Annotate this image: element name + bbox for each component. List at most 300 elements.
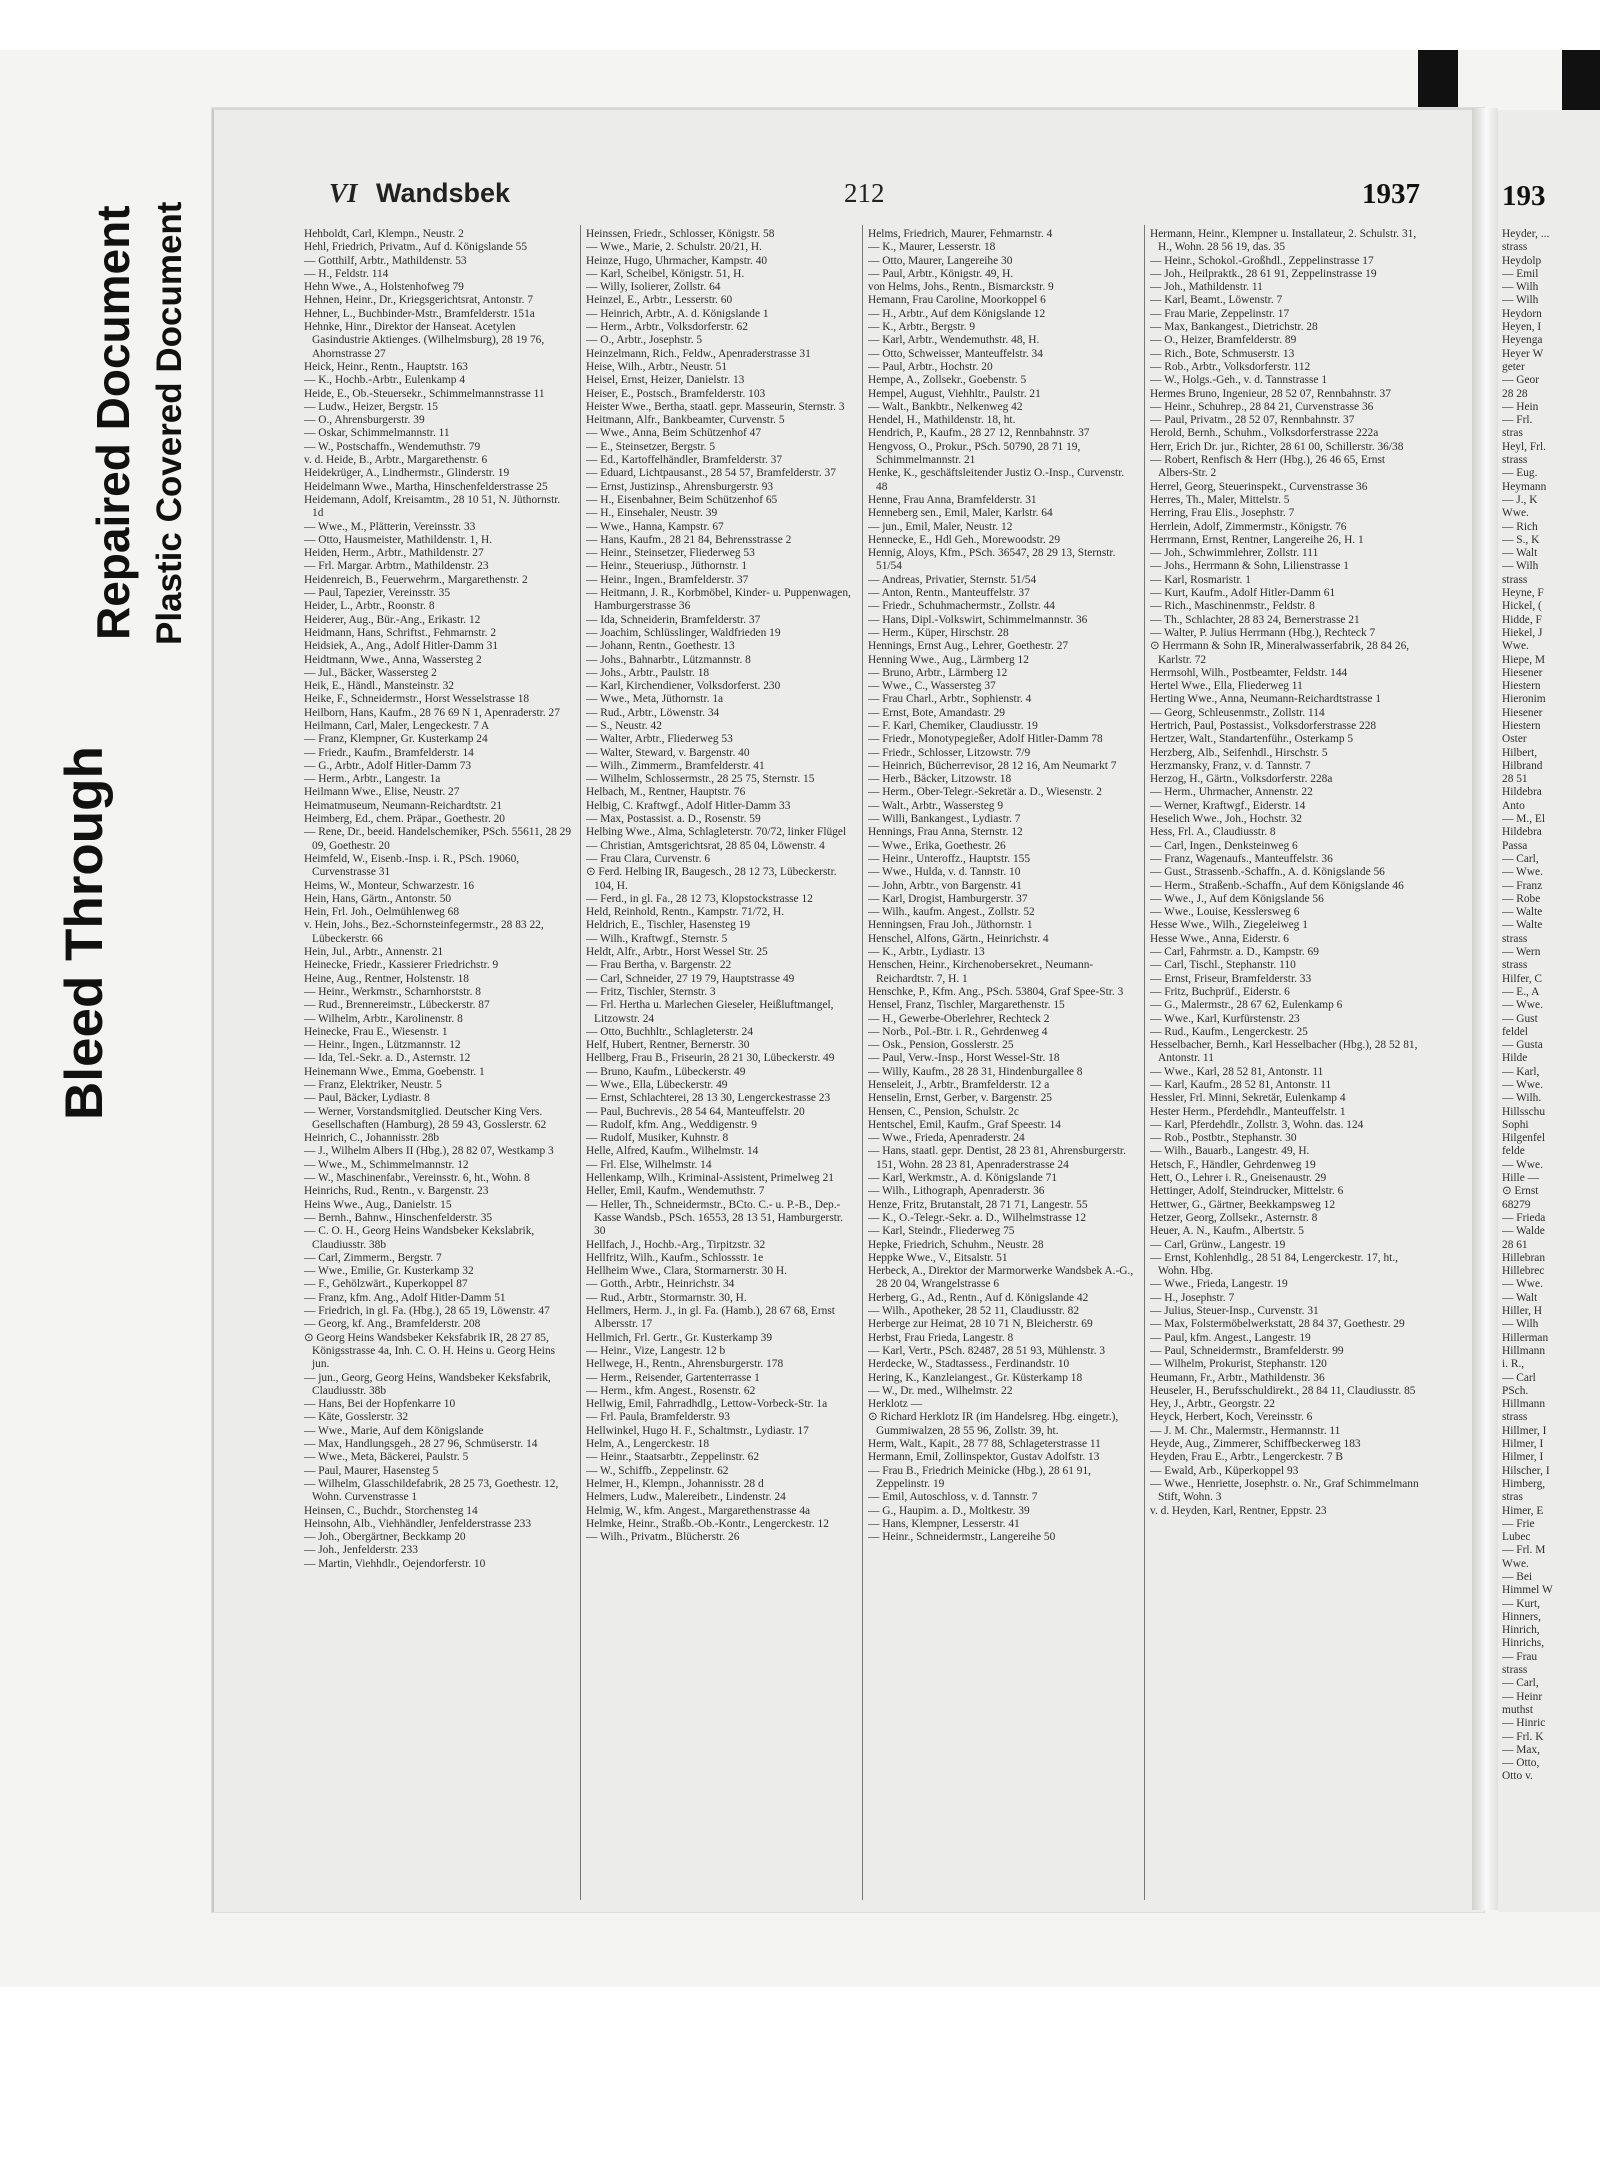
directory-entry: — K., O.-Telegr.-Sekr. a. D., Wilhelmstrasse 12 bbox=[868, 1211, 1087, 1224]
directory-entry: Hermes Bruno, Ingenieur, 28 52 07, Rennbahnstr. 37 bbox=[1150, 387, 1391, 400]
directory-entry: Hellwinkel, Hugo H. F., Schaltmstr., Lydiastr. 17 bbox=[586, 1424, 809, 1437]
directory-entry: — Walter, P. Julius Herrmann (Hbg.), Rechteck 7 bbox=[1150, 626, 1376, 639]
directory-entry: — Franz, Wagenaufs., Manteuffelstr. 36 bbox=[1150, 852, 1333, 865]
next-page-entry: Himberg, bbox=[1502, 1477, 1546, 1490]
directory-entry: Hettinger, Adolf, Steindrucker, Mittelstr. 6 bbox=[1150, 1185, 1344, 1198]
directory-entry: — Karl, Pferdehdlr., Zollstr. 3, Wohn. das. 124 bbox=[1150, 1118, 1364, 1131]
directory-entry: Hetzer, Georg, Zollsekr., Asternstr. 8 bbox=[1150, 1211, 1318, 1224]
directory-entry: — Johs., Bahnarbtr., Lützmannstr. 8 bbox=[586, 653, 751, 666]
directory-entry: — Ferd., in gl. Fa., 28 12 73, Klopstockstrasse 12 bbox=[586, 892, 813, 905]
next-page-edge bbox=[1498, 110, 1600, 1912]
next-page-entry: — Otto, bbox=[1502, 1757, 1540, 1770]
next-page-entry: strass bbox=[1502, 932, 1528, 945]
directory-entry: — John, Arbtr., von Bargenstr. 41 bbox=[868, 879, 1022, 892]
directory-entry: — Ida, Schneiderin, Bramfelderstr. 37 bbox=[586, 613, 761, 626]
next-page-entry: stras bbox=[1502, 1491, 1523, 1504]
directory-entry: von Helms, Johs., Rentn., Bismarckstr. 9 bbox=[868, 281, 1054, 294]
directory-entry: — Fritz, Buchprüf., Eiderstr. 6 bbox=[1150, 985, 1290, 998]
next-page-entry: — Carl bbox=[1502, 1371, 1536, 1384]
directory-entry: Heister Wwe., Bertha, staatl. gepr. Masseurin, Sternstr. 3 bbox=[586, 400, 845, 413]
next-page-entry: — Carl, bbox=[1502, 1677, 1539, 1690]
directory-entry: Heik, E., Händl., Mansteinstr. 32 bbox=[304, 680, 454, 693]
directory-entry: Henschke, P., Kfm. Ang., PSch. 53804, Graf Spee-Str. 3 bbox=[868, 985, 1124, 998]
page-number: 212 bbox=[844, 178, 885, 208]
next-page-column bbox=[1502, 228, 1600, 1784]
directory-entry: — Rud., Brennereimstr., Lübeckerstr. 87 bbox=[304, 999, 490, 1012]
next-page-entry: strass bbox=[1502, 1411, 1528, 1424]
next-page-entry: feldel bbox=[1502, 1025, 1528, 1038]
next-page-entry: Anto bbox=[1502, 799, 1525, 812]
directory-entry: — H., Eisenbahner, Beim Schützenhof 65 bbox=[586, 493, 778, 506]
next-page-entry: — S., K bbox=[1502, 533, 1540, 546]
directory-entry: — Carl, Tischl., Stephanstr. 110 bbox=[1150, 959, 1296, 972]
directory-entry: — Paul, Buchrevis., 28 54 64, Manteuffelstr. 20 bbox=[586, 1105, 805, 1118]
directory-entry: Hein, Hans, Gärtn., Antonstr. 50 bbox=[304, 892, 452, 905]
directory-entry: Hendrich, P., Kaufm., 28 27 12, Rennbahnstr. 37 bbox=[868, 427, 1090, 440]
next-page-entry: — Rich bbox=[1502, 520, 1538, 533]
directory-entry: Heilmann, Carl, Maler, Lengeckestr. 7 A bbox=[304, 719, 490, 732]
next-page-entry: — Hein bbox=[1502, 400, 1539, 413]
directory-entry: — Wwe., Hanna, Kampstr. 67 bbox=[586, 520, 724, 533]
directory-entry: — Herm., Straßenb.-Schaffn., Auf dem Königslande 46 bbox=[1150, 879, 1404, 892]
directory-entry: — Wwe., M., Plätterin, Vereinsstr. 33 bbox=[304, 520, 476, 533]
directory-entry: Henze, Fritz, Brutanstalt, 28 71 71, Langestr. 55 bbox=[868, 1198, 1088, 1211]
directory-entry: — Wilh., Kraftwgf., Sternstr. 5 bbox=[586, 932, 728, 945]
next-page-entry: 28 61 bbox=[1502, 1238, 1528, 1251]
directory-entry: Hendel, H., Mathildenstr. 18, ht. bbox=[868, 414, 1016, 427]
directory-entry: — Ernst, Bote, Amandastr. 29 bbox=[868, 706, 1005, 719]
next-page-entry: Himmel W bbox=[1502, 1584, 1553, 1597]
book-spine bbox=[1472, 108, 1498, 1910]
directory-entry: — Herb., Bäcker, Litzowstr. 18 bbox=[868, 773, 1012, 786]
next-page-entry: — Kurt, bbox=[1502, 1597, 1540, 1610]
directory-entry: — Max, Bankangest., Dietrichstr. 28 bbox=[1150, 321, 1318, 334]
directory-entry: — Herm., Arbtr., Volksdorferstr. 62 bbox=[586, 321, 748, 334]
next-page-entry: — Emil bbox=[1502, 267, 1539, 280]
directory-entry: Heinzel, E., Arbtr., Lesserstr. 60 bbox=[586, 294, 733, 307]
directory-entry: ⊙ Georg Heins Wandsbeker Keksfabrik IR, 28 27 85, Königsstrasse 4a, Inh. C. O. H. Heins u. Georg Heins jun. bbox=[304, 1331, 556, 1371]
directory-entry: — Joh., Mathildenstr. 11 bbox=[1150, 281, 1263, 294]
directory-entry: — Paul, Arbtr., Hochstr. 20 bbox=[868, 360, 993, 373]
directory-entry: — E., Steinsetzer, Bergstr. 5 bbox=[586, 440, 716, 453]
directory-entry: Hettwer, G., Gärtner, Beekkampsweg 12 bbox=[1150, 1198, 1336, 1211]
directory-entry: Heike, F., Schneidermstr., Horst Wesselstrasse 18 bbox=[304, 693, 530, 706]
column-divider bbox=[580, 225, 581, 1900]
directory-entry: — Anton, Rentn., Manteuffelstr. 37 bbox=[868, 587, 1030, 600]
directory-entry: Heller, Emil, Kaufm., Wendemuthstr. 7 bbox=[586, 1185, 765, 1198]
directory-entry: Herm, Walt., Kapit., 28 77 88, Schlageterstrasse 11 bbox=[868, 1438, 1101, 1451]
directory-entry: — Wwe., Marie, 2. Schulstr. 20/21, H. bbox=[586, 241, 763, 254]
directory-entry: — Heinr., Staatsarbtr., Zeppelinstr. 62 bbox=[586, 1451, 760, 1464]
next-page-entry: — Wwe. bbox=[1502, 866, 1543, 879]
directory-entry: Hellmich, Frl. Gertr., Gr. Kusterkamp 39 bbox=[586, 1331, 773, 1344]
directory-entry: Heidekrüger, A., Lindhermstr., Glinderstr. 19 bbox=[304, 467, 510, 480]
directory-entry: Heuer, A. N., Kaufm., Albertstr. 5 bbox=[1150, 1225, 1304, 1238]
directory-entry: — Joh., Obergärtner, Beckkamp 20 bbox=[304, 1531, 466, 1544]
directory-entry: — Hans, Klempner, Lesserstr. 41 bbox=[868, 1517, 1020, 1530]
directory-entry: — Norb., Pol.-Btr. i. R., Gehrdenweg 4 bbox=[868, 1025, 1048, 1038]
directory-entry: Hepke, Friedrich, Schuhm., Neustr. 28 bbox=[868, 1238, 1044, 1251]
directory-entry: Heumann, Fr., Arbtr., Mathildenstr. 36 bbox=[1150, 1371, 1325, 1384]
next-page-entry: strass bbox=[1502, 959, 1528, 972]
directory-entry: Henning Wwe., Aug., Lärmberg 12 bbox=[868, 653, 1029, 666]
next-page-entry: — E., A bbox=[1502, 985, 1540, 998]
directory-entry: — Franz, kfm. Ang., Adolf Hitler-Damm 51 bbox=[304, 1291, 506, 1304]
directory-entry: Herklotz — bbox=[868, 1398, 923, 1411]
next-page-entry: — Karl, bbox=[1502, 1065, 1540, 1078]
directory-entry: Herrmann, Ernst, Rentner, Langereihe 26, H. 1 bbox=[1150, 533, 1364, 546]
next-page-entry: ⊙ Ernst bbox=[1502, 1185, 1539, 1198]
directory-entry: — Heitmann, J. R., Korbmöbel, Kinder- u. Puppenwagen, Hamburgerstrasse 36 bbox=[586, 587, 851, 613]
next-page-entry: — Frl. K bbox=[1502, 1730, 1544, 1743]
directory-entry: Hess, Frl. A., Claudiusstr. 8 bbox=[1150, 826, 1276, 839]
directory-entry: — Martin, Viehhdlr., Oejendorferstr. 10 bbox=[304, 1557, 486, 1570]
next-page-year: 193 bbox=[1502, 180, 1546, 212]
directory-entry: Helmers, Ludw., Malereibetr., Lindenstr. 24 bbox=[586, 1491, 786, 1504]
directory-entry: Herbst, Frau Frieda, Langestr. 8 bbox=[868, 1331, 1014, 1344]
directory-entry: — Karl, Werkmstr., A. d. Königslande 71 bbox=[868, 1172, 1058, 1185]
next-page-entry: Heymann bbox=[1502, 480, 1547, 493]
directory-entry: Hellwig, Emil, Fahrradhdlg., Lettow-Vorbeck-Str. 1a bbox=[586, 1398, 828, 1411]
directory-entry: Heinemann Wwe., Emma, Goebenstr. 1 bbox=[304, 1065, 485, 1078]
directory-entry: — K., Arbtr., Lydiastr. 13 bbox=[868, 946, 985, 959]
next-page-entry: Hilmer, I bbox=[1502, 1451, 1544, 1464]
directory-entry: Hellfach, J., Hochb.-Arg., Tirpitzstr. 32 bbox=[586, 1238, 766, 1251]
directory-entry: Hellheim Wwe., Clara, Stormarnerstr. 30 H. bbox=[586, 1265, 787, 1278]
directory-entry: — Otto, Schweisser, Manteuffelstr. 34 bbox=[868, 347, 1043, 360]
directory-entry: — Karl, Drogist, Hamburgerstr. 37 bbox=[868, 892, 1028, 905]
directory-entry: Hester Herm., Pferdehdlr., Manteuffelstr. 1 bbox=[1150, 1105, 1346, 1118]
directory-entry: Herres, Th., Maler, Mittelstr. 5 bbox=[1150, 493, 1290, 506]
directory-entry: — Oskar, Schimmelmannstr. 11 bbox=[304, 427, 450, 440]
directory-entry: Henselin, Ernst, Gerber, v. Bargenstr. 25 bbox=[868, 1092, 1052, 1105]
directory-entry: — Bernh., Bahnw., Hinschenfelderstr. 35 bbox=[304, 1211, 493, 1224]
directory-column-3 bbox=[868, 228, 1138, 1896]
directory-entry: v. d. Heide, B., Arbtr., Margarethenstr. 6 bbox=[304, 454, 488, 467]
directory-entry: — Wwe., Frieda, Apenraderstr. 24 bbox=[868, 1132, 1025, 1145]
next-page-entry: Otto v. bbox=[1502, 1770, 1533, 1783]
directory-entry: Heimatmuseum, Neumann-Reichardtstr. 21 bbox=[304, 799, 503, 812]
directory-entry: — Karl, Vertr., PSch. 82487, 28 51 93, Mühlenstr. 3 bbox=[868, 1344, 1106, 1357]
directory-entry: Heidelmann Wwe., Martha, Hinschenfelderstrasse 25 bbox=[304, 480, 548, 493]
directory-entry: Helle, Alfred, Kaufm., Wilhelmstr. 14 bbox=[586, 1145, 759, 1158]
directory-entry: — O., Ahrensburgerstr. 39 bbox=[304, 414, 425, 427]
directory-entry: Heide, E., Ob.-Steuersekr., Schimmelmannstrasse 11 bbox=[304, 387, 545, 400]
directory-entry: Heldt, Alfr., Arbtr., Horst Wessel Str. 25 bbox=[586, 946, 768, 959]
directory-entry: — O., Heizer, Bramfelderstr. 89 bbox=[1150, 334, 1297, 347]
next-page-entry: — Wilh bbox=[1502, 294, 1539, 307]
directory-entry: — Heller, Th., Schneidermstr., BCto. C.- u. P.-B., Dep.-Kasse Wandsb., PSch. 16553, 28 13 51, Hamburgerstr. 30 bbox=[586, 1198, 843, 1238]
next-page-entry: — J., K bbox=[1502, 493, 1538, 506]
directory-entry: — Max, Handlungsgeh., 28 27 96, Schmüserstr. 14 bbox=[304, 1438, 538, 1451]
next-page-entry: Hillmann bbox=[1502, 1398, 1546, 1411]
page-header bbox=[214, 178, 1484, 218]
next-page-entry: — Frau bbox=[1502, 1650, 1538, 1663]
directory-entry: — Wwe., C., Wassersteg 37 bbox=[868, 680, 996, 693]
directory-entry: — Eduard, Lichtpausanst., 28 54 57, Bramfelderstr. 37 bbox=[586, 467, 836, 480]
directory-entry: — Max, Folstermöbelwerkstatt, 28 84 37, Goethestr. 29 bbox=[1150, 1318, 1405, 1331]
directory-entry: Heyck, Herbert, Koch, Vereinsstr. 6 bbox=[1150, 1411, 1313, 1424]
directory-column-1 bbox=[304, 228, 574, 1896]
directory-entry: Heldrich, E., Tischler, Hasensteg 19 bbox=[586, 919, 751, 932]
next-page-entry: Heyne, F bbox=[1502, 587, 1544, 600]
directory-entry: — Carl, Zimmerm., Bergstr. 7 bbox=[304, 1251, 442, 1264]
next-page-entry: strass bbox=[1502, 241, 1528, 254]
side-label-plastic-covered: Plastic Covered Document bbox=[150, 201, 189, 645]
column-divider bbox=[862, 225, 863, 1900]
next-page-entry: — Carl, bbox=[1502, 852, 1539, 865]
directory-entry: Heins Wwe., Aug., Danielstr. 15 bbox=[304, 1198, 452, 1211]
directory-entry: — Friedrich, in gl. Fa. (Hbg.), 28 65 19, Löwenstr. 47 bbox=[304, 1305, 550, 1318]
next-page-entry: Hiller, H bbox=[1502, 1305, 1543, 1318]
next-page-entry: — Walte bbox=[1502, 906, 1543, 919]
directory-entry: — Ewald, Arb., Küperkoppel 93 bbox=[1150, 1464, 1299, 1477]
directory-entry: — Friedr., Schlosser, Litzowstr. 7/9 bbox=[868, 746, 1031, 759]
next-page-entry: i. R., bbox=[1502, 1358, 1525, 1371]
directory-entry: — H., Einsehaler, Neustr. 39 bbox=[586, 507, 718, 520]
directory-entry: — Kurt, Kaufm., Adolf Hitler-Damm 61 bbox=[1150, 587, 1336, 600]
directory-entry: — Th., Schlachter, 28 83 24, Bernerstrasse 21 bbox=[1150, 613, 1360, 626]
next-page-entry: Hillmann bbox=[1502, 1344, 1546, 1357]
directory-entry: — Frau B., Friedrich Meinicke (Hbg.), 28 61 91, Zeppelinstr. 19 bbox=[868, 1464, 1092, 1490]
directory-entry: Henne, Frau Anna, Bramfelderstr. 31 bbox=[868, 493, 1037, 506]
directory-entry: — Paul, Schneidermstr., Bramfelderstr. 99 bbox=[1150, 1344, 1344, 1357]
next-page-entry: Hilfer, C bbox=[1502, 972, 1543, 985]
directory-entry: — W., Dr. med., Wilhelmstr. 22 bbox=[868, 1384, 1013, 1397]
directory-entry: Herrlein, Adolf, Zimmermstr., Königstr. 76 bbox=[1150, 520, 1347, 533]
next-page-entry: 68279 bbox=[1502, 1198, 1531, 1211]
directory-entry: Henschel, Alfons, Gärtn., Heinrichstr. 4 bbox=[868, 932, 1049, 945]
directory-entry: — Wwe., Frieda, Langestr. 19 bbox=[1150, 1278, 1288, 1291]
directory-page bbox=[212, 108, 1484, 1912]
next-page-entry: 28 51 bbox=[1502, 773, 1528, 786]
directory-entry: — Paul, Maurer, Hasensteg 5 bbox=[304, 1464, 439, 1477]
directory-entry: — Karl, Rosmaristr. 1 bbox=[1150, 573, 1251, 586]
directory-entry: — Walter, Arbtr., Fliederweg 53 bbox=[586, 733, 733, 746]
directory-entry: — Carl, Schneider, 27 19 79, Hauptstrasse 49 bbox=[586, 972, 795, 985]
next-page-entry: Hillebrec bbox=[1502, 1265, 1545, 1278]
directory-entry: — Frl. Margar. Arbtrn., Mathildenstr. 23 bbox=[304, 560, 489, 573]
directory-entry: — Paul, Tapezier, Vereinsstr. 35 bbox=[304, 587, 451, 600]
directory-entry: — Wwe., Louise, Kesslersweg 6 bbox=[1150, 906, 1300, 919]
directory-entry: — Bruno, Arbtr., Lärmberg 12 bbox=[868, 666, 1008, 679]
directory-entry: — Hans, Bei der Hopfenkarre 10 bbox=[304, 1398, 456, 1411]
directory-entry: Helmer, H., Klempn., Johannisstr. 28 d bbox=[586, 1477, 764, 1490]
directory-entry: — Joh., Heilpraktk., 28 61 91, Zeppelinstrasse 19 bbox=[1150, 267, 1377, 280]
side-label-bleed-through: Bleed Through bbox=[55, 746, 114, 1120]
directory-entry: — Paul, kfm. Angest., Langestr. 19 bbox=[1150, 1331, 1311, 1344]
directory-entry: Hesselbacher, Bernh., Karl Hesselbacher (Hbg.), 28 52 81, Antonstr. 11 bbox=[1150, 1039, 1418, 1065]
directory-entry: Hellenkamp, Wilh., Kriminal-Assistent, Primelweg 21 bbox=[586, 1172, 834, 1185]
directory-entry: — Rudolf, Musiker, Kuhnstr. 8 bbox=[586, 1132, 729, 1145]
next-page-entry: — Eug. bbox=[1502, 467, 1538, 480]
directory-entry: Hermann, Heinr., Klempner u. Installateur, 2. Schulstr. 31, H., Wohn. 28 56 19, das. 35 bbox=[1150, 228, 1417, 254]
directory-entry: Helbing Wwe., Alma, Schlagleterstr. 70/72, linker Flügel bbox=[586, 826, 847, 839]
directory-entry: Herberg, G., Ad., Rentn., Auf d. Königslande 42 bbox=[868, 1291, 1089, 1304]
directory-entry: Hesse Wwe., Anna, Eiderstr. 6 bbox=[1150, 932, 1289, 945]
directory-entry: — jun., Emil, Maler, Neustr. 12 bbox=[868, 520, 1013, 533]
directory-entry: — Herm., Arbtr., Langestr. 1a bbox=[304, 773, 441, 786]
directory-entry: — F. Karl, Chemiker, Claudiusstr. 19 bbox=[868, 719, 1038, 732]
directory-entry: — Karl, Beamt., Löwenstr. 7 bbox=[1150, 294, 1283, 307]
next-page-entry: Heyen, I bbox=[1502, 321, 1542, 334]
directory-entry: — K., Arbtr., Bergstr. 9 bbox=[868, 321, 976, 334]
directory-entry: ⊙ Ferd. Helbing IR, Baugesch., 28 12 73, Lübeckerstr. 104, H. bbox=[586, 866, 837, 892]
directory-entry: — Otto, Maurer, Langereihe 30 bbox=[868, 254, 1013, 267]
next-page-entry: — Wilh bbox=[1502, 560, 1539, 573]
next-page-entry: — Robe bbox=[1502, 892, 1541, 905]
next-page-entry: Hidde, F bbox=[1502, 613, 1542, 626]
directory-entry: Hennings, Ernst Aug., Lehrer, Goethestr. 27 bbox=[868, 640, 1069, 653]
directory-entry: Hennecke, E., Hdl Geh., Morewoodstr. 29 bbox=[868, 533, 1061, 546]
directory-entry: Herrnsohl, Wilh., Postbeamter, Feldstr. 144 bbox=[1150, 666, 1348, 679]
next-page-entry: — Frie bbox=[1502, 1517, 1535, 1530]
directory-entry: — Wilh., Zimmerm., Bramfelderstr. 41 bbox=[586, 759, 765, 772]
directory-entry: — Herm., Ober-Telegr.-Sekretär a. D., Wiesenstr. 2 bbox=[868, 786, 1102, 799]
directory-entry: — Walt., Arbtr., Wassersteg 9 bbox=[868, 799, 1004, 812]
directory-entry: Hetsch, F., Händler, Gehrdenweg 19 bbox=[1150, 1158, 1316, 1171]
next-page-entry: stras bbox=[1502, 427, 1523, 440]
directory-entry: Herbeck, A., Direktor der Marmorwerke Wandsbek A.-G., 28 20 04, Wrangelstrasse 6 bbox=[868, 1265, 1134, 1291]
next-page-entry: Wwe. bbox=[1502, 640, 1529, 653]
directory-entry: — Rich., Bote, Schmuserstr. 13 bbox=[1150, 347, 1295, 360]
directory-entry: Heider, L., Arbtr., Roonstr. 8 bbox=[304, 600, 435, 613]
directory-entry: — Friedr., Monotypegießer, Adolf Hitler-Damm 78 bbox=[868, 733, 1103, 746]
next-page-entry: Hiepe, M bbox=[1502, 653, 1546, 666]
next-page-entry: Hinrich, bbox=[1502, 1624, 1540, 1637]
next-page-entry: Hilscher, I bbox=[1502, 1464, 1550, 1477]
next-page-entry: — Frl. bbox=[1502, 414, 1533, 427]
directory-entry: — K., Hochb.-Arbtr., Eulenkamp 4 bbox=[304, 374, 466, 387]
directory-entry: — W., Maschinenfabr., Vereinsstr. 6, ht., Wohn. 8 bbox=[304, 1172, 530, 1185]
directory-entry: Heiderer, Aug., Bür.-Ang., Erikastr. 12 bbox=[304, 613, 481, 626]
directory-entry: Heidmann, Hans, Schriftst., Fehmarnstr. 2 bbox=[304, 626, 497, 639]
next-page-entry: Passa bbox=[1502, 839, 1528, 852]
directory-entry: — Wwe., Hulda, v. d. Tannstr. 10 bbox=[868, 866, 1021, 879]
directory-entry: Hett, O., Lehrer i. R., Gneisenaustr. 29 bbox=[1150, 1172, 1327, 1185]
directory-entry: — Andreas, Privatier, Sternstr. 51/54 bbox=[868, 573, 1037, 586]
directory-entry: — Heinr., Werkmstr., Scharnhorststr. 8 bbox=[304, 985, 481, 998]
next-page-entry: Hinrichs, bbox=[1502, 1637, 1545, 1650]
directory-entry: Heilmann Wwe., Elise, Neustr. 27 bbox=[304, 786, 460, 799]
directory-entry: — Paul, Arbtr., Königstr. 49, H. bbox=[868, 267, 1014, 280]
directory-entry: — Herm., Reisender, Gartenterrasse 1 bbox=[586, 1371, 760, 1384]
directory-entry: — Wwe., Anna, Beim Schützenhof 47 bbox=[586, 427, 762, 440]
next-page-entry: PSch. bbox=[1502, 1384, 1529, 1397]
directory-entry: — Heinr., Unteroffz., Hauptstr. 155 bbox=[868, 852, 1031, 865]
directory-entry: Heyde, Aug., Zimmerer, Schiffbeckerweg 183 bbox=[1150, 1438, 1361, 1451]
next-page-entry: — Walde bbox=[1502, 1225, 1545, 1238]
directory-entry: Heinrichs, Rud., Rentn., v. Bargenstr. 23 bbox=[304, 1185, 489, 1198]
directory-entry: — Hans, staatl. gepr. Dentist, 28 23 81, Ahrensburgerstr. 151, Wohn. 28 23 81, Apenraderstrasse 24 bbox=[868, 1145, 1126, 1171]
next-page-entry: Hieronim bbox=[1502, 693, 1546, 706]
directory-entry: — Wwe., M., Schimmelmannstr. 12 bbox=[304, 1158, 469, 1171]
next-page-entry: Hillmer, I bbox=[1502, 1424, 1547, 1437]
directory-entry: Hering, K., Kanzleiangest., Gr. Küsterkamp 18 bbox=[868, 1371, 1083, 1384]
directory-entry: — Walt., Bankbtr., Nelkenweg 42 bbox=[868, 400, 1023, 413]
directory-entry: — Johs., Arbtr., Paulstr. 18 bbox=[586, 666, 710, 679]
next-page-entry: Hille — bbox=[1502, 1172, 1540, 1185]
next-page-entry: — Gusta bbox=[1502, 1039, 1543, 1052]
directory-entry: Henschen, Heinr., Kirchenobersekret., Neumann-Reichardtstr. 7, H. 1 bbox=[868, 959, 1094, 985]
next-page-entry: — Frieda bbox=[1502, 1211, 1546, 1224]
directory-entry: — Wwe., Marie, Auf dem Königslande bbox=[304, 1424, 484, 1437]
directory-entry: — Rob., Postbtr., Stephanstr. 30 bbox=[1150, 1132, 1297, 1145]
next-page-entry: — Wwe. bbox=[1502, 1278, 1543, 1291]
directory-entry: — Friedr., Schuhmachermstr., Zollstr. 44 bbox=[868, 600, 1055, 613]
directory-entry: — W., Postschaffn., Wendemuthstr. 79 bbox=[304, 440, 481, 453]
directory-entry: — Karl, Kaufm., 28 52 81, Antonstr. 11 bbox=[1150, 1079, 1332, 1091]
directory-entry: — Wwe., Meta, Jüthornstr. 1a bbox=[586, 693, 724, 706]
directory-entry: Helms, Friedrich, Maurer, Fehmarnstr. 4 bbox=[868, 228, 1053, 240]
directory-entry: Heine, Aug., Rentner, Holstenstr. 18 bbox=[304, 972, 470, 985]
directory-entry: Hertrich, Paul, Postassist., Volksdorferstrasse 228 bbox=[1150, 719, 1377, 732]
directory-entry: — Rich., Maschinenmstr., Feldstr. 8 bbox=[1150, 600, 1315, 613]
directory-entry: — W., Holgs.-Geh., v. d. Tannstrasse 1 bbox=[1150, 374, 1328, 387]
directory-entry: — Heinr., Schneidermstr., Langereihe 50 bbox=[868, 1531, 1056, 1544]
directory-entry: — Bruno, Kaufm., Lübeckerstr. 49 bbox=[586, 1065, 746, 1078]
directory-entry: — H., Gewerbe-Oberlehrer, Rechteck 2 bbox=[868, 1012, 1050, 1025]
directory-entry: — Rud., Arbtr., Löwenstr. 34 bbox=[586, 706, 720, 719]
directory-entry: Hensen, C., Pension, Schulstr. 2c bbox=[868, 1105, 1019, 1118]
next-page-entry: — Walt bbox=[1502, 547, 1538, 560]
next-page-entry: — M., El bbox=[1502, 813, 1546, 826]
directory-entry: Hey, J., Arbtr., Georgstr. 22 bbox=[1150, 1398, 1275, 1411]
next-page-entry: Hilde bbox=[1502, 1052, 1528, 1065]
directory-entry: Henneberg sen., Emil, Maler, Karlstr. 64 bbox=[868, 507, 1053, 520]
directory-entry: — H., Feldstr. 114 bbox=[304, 267, 389, 280]
directory-entry: Henke, K., geschäftsleitender Justiz O.-Insp., Curvenstr. 48 bbox=[868, 467, 1125, 493]
directory-entry: — Wilhelm, Arbtr., Karolinenstr. 8 bbox=[304, 1012, 463, 1025]
next-page-entry: Hildebra bbox=[1502, 826, 1542, 839]
directory-entry: — Ed., Kartoffelhändler, Bramfelderstr. 37 bbox=[586, 454, 783, 467]
directory-entry: — Wwe., Meta, Bäckerei, Paulstr. 5 bbox=[304, 1451, 469, 1464]
directory-entry: Hertzer, Walt., Standartenführ., Osterkamp 5 bbox=[1150, 733, 1354, 746]
directory-entry: Heick, Heinr., Rentn., Hauptstr. 163 bbox=[304, 360, 468, 373]
directory-column-2 bbox=[586, 228, 856, 1896]
directory-entry: Herring, Frau Elis., Josephstr. 7 bbox=[1150, 507, 1295, 520]
directory-entry: Heimfeld, W., Eisenb.-Insp. i. R., PSch. 19060, Curvenstrasse 31 bbox=[304, 852, 520, 879]
directory-entry: Helm, A., Lengerckestr. 18 bbox=[586, 1438, 710, 1451]
directory-entry: — Hans, Dipl.-Volkswirt, Schimmelmannstr. 36 bbox=[868, 613, 1088, 626]
directory-entry: Hennig, Aloys, Kfm., PSch. 36547, 28 29 13, Sternstr. 51/54 bbox=[868, 547, 1116, 573]
directory-entry: Hehner, L., Buchbinder-Mstr., Bramfelderstr. 151a bbox=[304, 307, 535, 320]
directory-entry: Helbig, C. Kraftwgf., Adolf Hitler-Damm 33 bbox=[586, 799, 791, 812]
directory-entry: Helf, Hubert, Rentner, Bernerstr. 30 bbox=[586, 1039, 750, 1052]
directory-entry: Hehnke, Hinr., Direktor der Hanseat. Acetylen Gasindustrie Aktienges. (Wilhelmsburg), 28 19 76, Ahornstrasse 27 bbox=[304, 321, 545, 360]
directory-entry: Helmke, Heinr., Straßb.-Ob.-Kontr., Lengerckestr. 12 bbox=[586, 1517, 829, 1530]
next-page-entry: Hilmer, I bbox=[1502, 1438, 1544, 1451]
directory-entry: Hehl, Friedrich, Privatm., Auf d. Königslande 55 bbox=[304, 241, 528, 254]
directory-entry: — Julius, Steuer-Insp., Curvenstr. 31 bbox=[1150, 1305, 1319, 1318]
directory-column-4 bbox=[1150, 228, 1420, 1896]
next-page-entry: Heydorn bbox=[1502, 307, 1542, 320]
next-page-entry: Heyder, ... bbox=[1502, 228, 1550, 240]
directory-entry: — Rud., Kaufm., Lengerckestr. 25 bbox=[1150, 1025, 1308, 1038]
directory-entry: Heinecke, Friedr., Kassierer Friedrichstr. 9 bbox=[304, 959, 499, 972]
next-page-entry: Heyenga bbox=[1502, 334, 1543, 347]
directory-entry: Heinsen, C., Buchdr., Storchensteg 14 bbox=[304, 1504, 478, 1517]
directory-entry: Hermann, Emil, Zollinspektor, Gustav Adolfstr. 13 bbox=[868, 1451, 1100, 1464]
directory-entry: — Wilh., Apotheker, 28 52 11, Claudiusstr. 82 bbox=[868, 1305, 1080, 1318]
directory-entry: — C. O. H., Georg Heins Wandsbeker Kekslabrik, Claudiusstr. 38b bbox=[304, 1225, 535, 1251]
directory-entry: Heinsohn, Alb., Viehhändler, Jenfelderstrasse 233 bbox=[304, 1517, 532, 1530]
next-page-entry: — Gust bbox=[1502, 1012, 1538, 1025]
next-page-entry: — Franz bbox=[1502, 879, 1543, 892]
directory-entry: — Frau Clara, Curvenstr. 6 bbox=[586, 852, 711, 865]
directory-entry: Heimberg, Ed., chem. Präpar., Goethestr. 20 bbox=[304, 813, 505, 826]
directory-entry: — Wilh., kaufm. Angest., Zollstr. 52 bbox=[868, 906, 1035, 919]
